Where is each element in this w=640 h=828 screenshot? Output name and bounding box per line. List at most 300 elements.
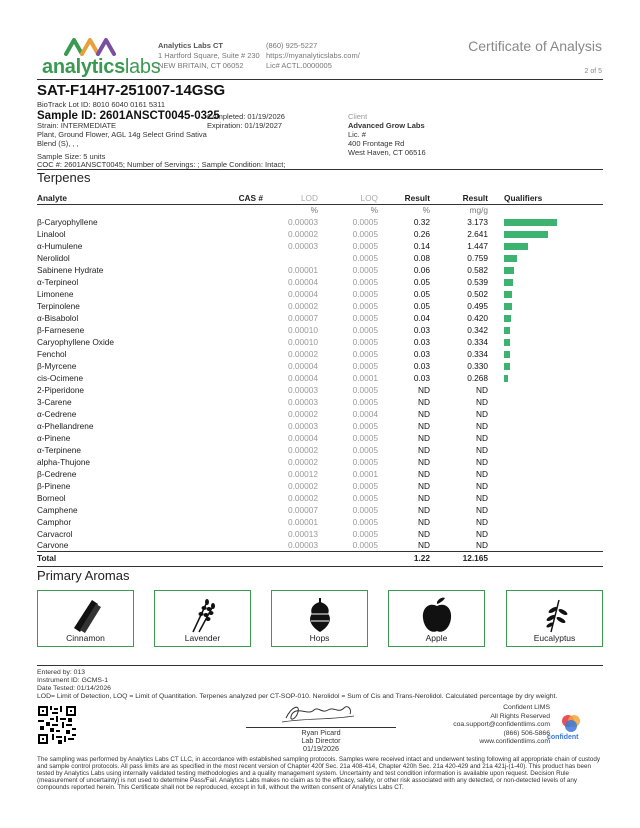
- loq-value: 0.0005: [352, 444, 378, 455]
- qualifier-cell: [488, 384, 603, 396]
- terpene-row: [37, 480, 603, 492]
- unit-analyte: [37, 205, 177, 216]
- terpene-row: [37, 300, 603, 312]
- terpene-row: [37, 456, 603, 468]
- client-license: Lic. #: [348, 130, 366, 139]
- qualifier-cell: [488, 360, 603, 372]
- aroma-card: [154, 590, 251, 647]
- lims-block: [453, 704, 550, 747]
- document-title: Certificate of Analysis: [468, 38, 602, 54]
- result-pct: 0.32: [413, 216, 430, 227]
- qualifier-cell: [488, 276, 603, 288]
- qualifier-cell: [488, 528, 603, 540]
- result-mg: 3.173: [467, 216, 488, 227]
- result-mg: ND: [476, 504, 488, 515]
- result-pct: ND: [418, 468, 430, 479]
- loq-value: 0.0001: [352, 468, 378, 479]
- page-number: 2 of 5: [584, 68, 602, 75]
- sample-id: Sample ID: 2601ANSCT0045-0325: [37, 110, 220, 122]
- terpene-row: [37, 348, 603, 360]
- col-loq: LOQ: [318, 193, 378, 205]
- signer-name: Ryan Picard: [301, 728, 341, 737]
- loq-value: 0.0005: [352, 456, 378, 467]
- client-address-1: 400 Frontage Rd: [348, 139, 405, 148]
- lod-value: 0.00002: [288, 492, 318, 503]
- client-address-2: West Haven, CT 06516: [348, 148, 426, 157]
- total-pct: 1.22: [378, 552, 430, 564]
- analyte-name: Limonene: [37, 288, 74, 299]
- result-pct: 0.26: [413, 228, 430, 239]
- result-mg: ND: [476, 396, 488, 407]
- result-pct: 0.05: [413, 288, 430, 299]
- lod-value: 0.00007: [288, 504, 318, 515]
- qualifier-cell: [488, 324, 603, 336]
- lab-name: Analytics Labs CT: [158, 41, 224, 50]
- analyte-name: Borneol: [37, 492, 66, 503]
- result-pct: ND: [418, 528, 430, 539]
- cas-number: [177, 516, 263, 528]
- qualifier-cell: [488, 480, 603, 492]
- lod-value: 0.00012: [288, 468, 318, 479]
- loq-value: 0.0005: [352, 240, 378, 251]
- qualifier-cell: [488, 504, 603, 516]
- total-cas: [177, 552, 263, 564]
- cas-number: [177, 480, 263, 492]
- units-row: [37, 205, 603, 216]
- aromas-row: [37, 590, 603, 647]
- qualifier-cell: [488, 264, 603, 276]
- result-mg: ND: [476, 480, 488, 491]
- total-qualifiers: [488, 552, 603, 564]
- lab-phone: (860) 925-5227: [266, 41, 318, 50]
- loq-value: 0.0005: [352, 528, 378, 539]
- cas-number: [177, 372, 263, 384]
- terpene-row: [37, 228, 603, 240]
- result-mg: ND: [476, 540, 488, 551]
- result-mg: ND: [476, 444, 488, 455]
- lod-value: 0.00002: [288, 408, 318, 419]
- eucalyptus-icon: [537, 596, 573, 634]
- col-lod: LOD: [263, 193, 318, 205]
- lims-rights: All Rights Reserved: [490, 712, 550, 720]
- result-mg: 0.582: [467, 264, 488, 275]
- lod-value: 0.00004: [288, 360, 318, 371]
- cas-number: [177, 252, 263, 264]
- loq-value: 0.0001: [352, 372, 378, 383]
- loq-value: 0.0005: [352, 540, 378, 551]
- analyte-name: α-Humulene: [37, 240, 83, 251]
- aroma-label: Apple: [425, 633, 448, 643]
- qualifier-cell: [488, 300, 603, 312]
- analyte-name: Sabinene Hydrate: [37, 264, 104, 275]
- qualifier-cell: [488, 228, 603, 240]
- cas-number: [177, 336, 263, 348]
- lod-value: 0.00003: [288, 540, 318, 551]
- terpene-row: [37, 408, 603, 420]
- result-mg: ND: [476, 468, 488, 479]
- result-mg: 0.759: [467, 252, 488, 263]
- loq-value: 0.0005: [352, 252, 378, 263]
- biotrack-lot-id: BioTrack Lot ID: 8010 6040 0161 5311: [37, 100, 166, 109]
- analyte-name: β-Caryophyllene: [37, 216, 98, 227]
- result-pct: 0.03: [413, 360, 430, 371]
- result-bar: [504, 303, 512, 310]
- terpenes-header-row: [37, 193, 603, 205]
- result-mg: 0.330: [467, 360, 488, 371]
- total-label: Total: [37, 552, 177, 564]
- result-mg: 0.334: [467, 348, 488, 359]
- analyte-name: α-Phellandrene: [37, 420, 94, 431]
- analyte-name: α-Pinene: [37, 432, 71, 443]
- lab-contact-block: [266, 41, 360, 71]
- entered-by: Entered by: 013: [37, 669, 85, 676]
- result-mg: 0.268: [467, 372, 488, 383]
- lims-phone: (866) 506-5866: [503, 729, 550, 737]
- cas-number: [177, 312, 263, 324]
- terpene-row: [37, 492, 603, 504]
- qualifier-cell: [488, 516, 603, 528]
- lod-value: 0.00003: [288, 240, 318, 251]
- analyte-name: α-Bisabolol: [37, 312, 79, 323]
- aroma-card: [388, 590, 485, 647]
- qualifier-cell: [488, 444, 603, 456]
- total-lod: [263, 552, 318, 564]
- lod-value: 0.00002: [288, 444, 318, 455]
- cas-number: [177, 348, 263, 360]
- result-pct: 0.03: [413, 336, 430, 347]
- analyte-name: Camphene: [37, 504, 78, 515]
- result-bar: [504, 267, 514, 274]
- analyte-name: α-Cedrene: [37, 408, 77, 419]
- aroma-label: Eucalyptus: [533, 633, 576, 643]
- loq-value: 0.0005: [352, 396, 378, 407]
- result-bar: [504, 255, 517, 262]
- analyte-name: Terpinolene: [37, 300, 80, 311]
- qualifier-cell: [488, 372, 603, 384]
- cas-number: [177, 300, 263, 312]
- result-mg: ND: [476, 384, 488, 395]
- aromas-section-title: Primary Aromas: [37, 568, 130, 583]
- lod-value: 0.00001: [288, 516, 318, 527]
- signer-title: Lab Director: [301, 736, 341, 745]
- lod-value: 0.00007: [288, 312, 318, 323]
- analyte-name: Nerolidol: [37, 252, 70, 263]
- terpene-row: [37, 336, 603, 348]
- analyte-name: α-Terpineol: [37, 276, 79, 287]
- terpenes-table: [37, 193, 603, 564]
- expiration-date: Expiration: 01/19/2027: [207, 121, 283, 130]
- terpene-row: [37, 360, 603, 372]
- result-mg: ND: [476, 408, 488, 419]
- result-bar: [504, 219, 557, 226]
- lod-value: 0.00003: [288, 384, 318, 395]
- analyte-name: Carvacrol: [37, 528, 73, 539]
- terpene-row: [37, 516, 603, 528]
- analyte-name: Caryophyllene Oxide: [37, 336, 115, 347]
- lims-website[interactable]: www.confidentlims.com: [479, 738, 550, 745]
- lod-value: 0.00004: [288, 288, 318, 299]
- qualifier-cell: [488, 408, 603, 420]
- result-bar: [504, 231, 548, 238]
- result-bar: [504, 279, 513, 286]
- loq-value: 0.0005: [352, 324, 378, 335]
- result-mg: 0.539: [467, 276, 488, 287]
- qualifier-cell: [488, 540, 603, 552]
- cas-number: [177, 408, 263, 420]
- lod-value: 0.00010: [288, 336, 318, 347]
- loq-value: 0.0005: [352, 312, 378, 323]
- result-pct: ND: [418, 456, 430, 467]
- col-qualifiers: Qualifiers: [488, 193, 603, 205]
- result-mg: ND: [476, 516, 488, 527]
- result-mg: ND: [476, 432, 488, 443]
- analytics-logo-text: analyticslabs: [42, 56, 161, 78]
- result-pct: ND: [418, 504, 430, 515]
- lab-website[interactable]: https://myanalyticslabs.com/: [266, 51, 360, 60]
- col-analyte: Analyte: [37, 193, 177, 205]
- loq-value: 0.0005: [352, 480, 378, 491]
- analyte-name: 3-Carene: [37, 396, 72, 407]
- loq-value: 0.0005: [352, 504, 378, 515]
- analyte-name: 2-Piperidone: [37, 384, 85, 395]
- lod-value: 0.00002: [288, 300, 318, 311]
- result-pct: ND: [418, 420, 430, 431]
- result-pct: 0.04: [413, 312, 430, 323]
- lod-value: 0.00004: [288, 432, 318, 443]
- qualifier-cell: [488, 396, 603, 408]
- client-name: Advanced Grow Labs: [348, 121, 425, 130]
- result-mg: 0.342: [467, 324, 488, 335]
- legend-note: LOD= Limit of Detection, LOQ = Limit of Quantitation. Terpenes analyzed per CT-SOP-010. Nerolidol = Sum of Cis and Trans-Nerolidol. Calculated percentage by dry weight.: [37, 693, 558, 700]
- product-description-2: Blend (S), , ,: [37, 139, 79, 148]
- cas-number: [177, 324, 263, 336]
- lims-email[interactable]: coa.support@confidentlims.com: [453, 721, 550, 728]
- lod-value: 0.00002: [288, 456, 318, 467]
- date-tested: Date Tested: 01/14/2026: [37, 685, 111, 692]
- confident-logo-icon: [560, 712, 582, 734]
- lod-value: 0.00003: [288, 216, 318, 227]
- lod-value: 0.00010: [288, 324, 318, 335]
- header-divider: [37, 79, 603, 80]
- loq-value: 0.0005: [352, 336, 378, 347]
- loq-value: 0.0005: [352, 228, 378, 239]
- qualifier-cell: [488, 312, 603, 324]
- qualifier-cell: [488, 432, 603, 444]
- sample-title: SAT-F14H7-251007-14GSG: [37, 82, 226, 99]
- unit-lod: %: [310, 205, 318, 216]
- analyte-name: β-Cedrene: [37, 468, 77, 479]
- coc-info: COC #: 2601ANSCT0045; Number of Servings: ; Sample Condition: Intact;: [37, 160, 286, 169]
- result-pct: 0.14: [413, 240, 430, 251]
- loq-value: 0.0005: [352, 288, 378, 299]
- cas-number: [177, 396, 263, 408]
- col-result-pct: Result: [378, 193, 430, 205]
- aromas-divider: [37, 566, 603, 567]
- terpene-row: [37, 444, 603, 456]
- result-pct: 0.08: [413, 252, 430, 263]
- cas-number: [177, 492, 263, 504]
- loq-value: 0.0005: [352, 516, 378, 527]
- terpene-row: [37, 420, 603, 432]
- qualifier-cell: [488, 348, 603, 360]
- loq-value: 0.0005: [352, 492, 378, 503]
- unit-result-pct: %: [422, 205, 430, 216]
- product-description: Plant, Ground Flower, AGL 14g Select Grind Sativa: [37, 130, 207, 139]
- result-pct: ND: [418, 408, 430, 419]
- result-mg: 1.447: [467, 240, 488, 251]
- terpene-row: [37, 528, 603, 540]
- terpene-row: [37, 540, 603, 552]
- terpenes-divider: [37, 169, 603, 170]
- lab-address-line-1: 1 Hartford Square, Suite # 230: [158, 51, 260, 60]
- result-mg: ND: [476, 492, 488, 503]
- col-result-mg: Result: [430, 193, 488, 205]
- result-pct: ND: [418, 540, 430, 551]
- terpene-row: [37, 384, 603, 396]
- qualifier-cell: [488, 288, 603, 300]
- unit-result-mg: mg/g: [469, 205, 488, 216]
- sample-details: [37, 121, 209, 148]
- loq-value: 0.0005: [352, 216, 378, 227]
- client-block: [348, 112, 426, 157]
- result-mg: ND: [476, 420, 488, 431]
- cas-number: [177, 264, 263, 276]
- qualifier-cell: [488, 492, 603, 504]
- cas-number: [177, 432, 263, 444]
- qualifier-cell: [488, 216, 603, 228]
- legal-disclaimer: The sampling was performed by Analytics Labs CT LLC, in accordance with established sampling protocols. Samples were received intact and underwent testing following all appropriate chain of custody and sample control protocols. All pass limits are as specified in the most recent version of Chapter 420f Sec. 21a 408-414, Chapter 420h Sec. 21a 420-429 and 21a 421j-(1-40). This product has been tested by Analytics Labs using internally validated testing methodologies and a quality management system. Uncertainty and test condition information is available upon request. Decision Rule (measurement of uncertainty) is not used to determine Pass/Fail. Analytics Labs makes no claim as to the efficacy, safety, or other risk associated with any detected, or non-detected levels of any compounds reported herein. This Certificate shall not be reproduced, except in full, without the written consent of Analytics Labs CT.: [37, 756, 601, 791]
- aroma-card: [37, 590, 134, 647]
- analyte-name: β-Pinene: [37, 480, 71, 491]
- client-label: Client: [348, 112, 368, 121]
- result-bar: [504, 327, 510, 334]
- completed-date: Completed: 01/19/2026: [207, 112, 285, 121]
- result-bar: [504, 363, 510, 370]
- analyte-name: Carvone: [37, 540, 69, 551]
- result-pct: ND: [418, 396, 430, 407]
- terpene-row: [37, 276, 603, 288]
- terpene-row: [37, 396, 603, 408]
- lims-name: Confident LIMS: [503, 704, 550, 711]
- lod-value: 0.00003: [288, 396, 318, 407]
- analyte-name: Fenchol: [37, 348, 67, 359]
- analytics-logo-mark: [64, 36, 116, 56]
- result-pct: 0.03: [413, 372, 430, 383]
- loq-value: 0.0005: [352, 360, 378, 371]
- result-mg: ND: [476, 528, 488, 539]
- lod-value: 0.00001: [288, 264, 318, 275]
- cas-number: [177, 384, 263, 396]
- analyte-name: cis-Ocimene: [37, 372, 84, 383]
- qualifier-cell: [488, 252, 603, 264]
- loq-value: 0.0005: [352, 348, 378, 359]
- result-bar: [504, 315, 511, 322]
- result-mg: 0.495: [467, 300, 488, 311]
- cas-number: [177, 456, 263, 468]
- result-pct: 0.05: [413, 300, 430, 311]
- cas-number: [177, 528, 263, 540]
- terpene-row: [37, 252, 603, 264]
- lab-address-block: [158, 41, 260, 71]
- qualifier-cell: [488, 336, 603, 348]
- result-bar: [504, 339, 510, 346]
- test-info-block: [37, 669, 557, 701]
- lod-value: 0.00004: [288, 372, 318, 383]
- hops-icon: [302, 596, 338, 634]
- qualifier-cell: [488, 468, 603, 480]
- analyte-name: Linalool: [37, 228, 66, 239]
- date-block: [207, 112, 285, 130]
- analyte-name: β-Farnesene: [37, 324, 85, 335]
- instrument-id: Instrument ID: GCMS-1: [37, 677, 109, 684]
- terpene-row: [37, 468, 603, 480]
- analyte-name: α-Terpinene: [37, 444, 81, 455]
- loq-value: 0.0004: [352, 408, 378, 419]
- lab-license: Lic# ACTL.0000005: [266, 61, 332, 70]
- qualifier-cell: [488, 240, 603, 252]
- terpene-row: [37, 264, 603, 276]
- aroma-card: [271, 590, 368, 647]
- unit-qualifiers: [488, 205, 603, 216]
- col-cas: CAS #: [177, 193, 263, 205]
- result-mg: 0.334: [467, 336, 488, 347]
- cas-number: [177, 444, 263, 456]
- aroma-label: Lavender: [184, 633, 221, 643]
- result-pct: ND: [418, 516, 430, 527]
- terpene-row: [37, 372, 603, 384]
- loq-value: 0.0005: [352, 264, 378, 275]
- result-mg: 0.502: [467, 288, 488, 299]
- aroma-card: [506, 590, 603, 647]
- lod-value: 0.00002: [288, 228, 318, 239]
- lavender-icon: [185, 596, 221, 634]
- cas-number: [177, 216, 263, 228]
- cas-number: [177, 468, 263, 480]
- signature: [278, 700, 358, 726]
- qr-code[interactable]: [38, 706, 76, 744]
- result-bar: [504, 375, 508, 382]
- result-pct: 0.05: [413, 276, 430, 287]
- cinnamon-icon: [68, 596, 104, 634]
- result-pct: ND: [418, 432, 430, 443]
- lod-value: 0.00013: [288, 528, 318, 539]
- aroma-label: Cinnamon: [66, 633, 105, 643]
- aroma-label: Hops: [309, 633, 330, 643]
- result-pct: ND: [418, 480, 430, 491]
- result-mg: ND: [476, 456, 488, 467]
- footer-divider: [37, 665, 603, 666]
- result-pct: ND: [418, 384, 430, 395]
- cas-number: [177, 228, 263, 240]
- total-loq: [318, 552, 378, 564]
- lab-address-line-2: NEW BRITAIN, CT 06052: [158, 61, 244, 70]
- result-pct: ND: [418, 444, 430, 455]
- loq-value: 0.0005: [352, 432, 378, 443]
- terpene-row: [37, 216, 603, 228]
- sample-size: Sample Size: 5 units: [37, 152, 106, 161]
- result-pct: ND: [418, 492, 430, 503]
- terpene-row: [37, 324, 603, 336]
- unit-cas: [177, 205, 263, 216]
- analyte-name: Camphor: [37, 516, 72, 527]
- unit-loq: %: [370, 205, 378, 216]
- loq-value: 0.0005: [352, 300, 378, 311]
- cas-number: [177, 504, 263, 516]
- result-bar: [504, 291, 512, 298]
- lod-value: 0.00004: [288, 276, 318, 287]
- loq-value: 0.0005: [352, 420, 378, 431]
- cas-number: [177, 276, 263, 288]
